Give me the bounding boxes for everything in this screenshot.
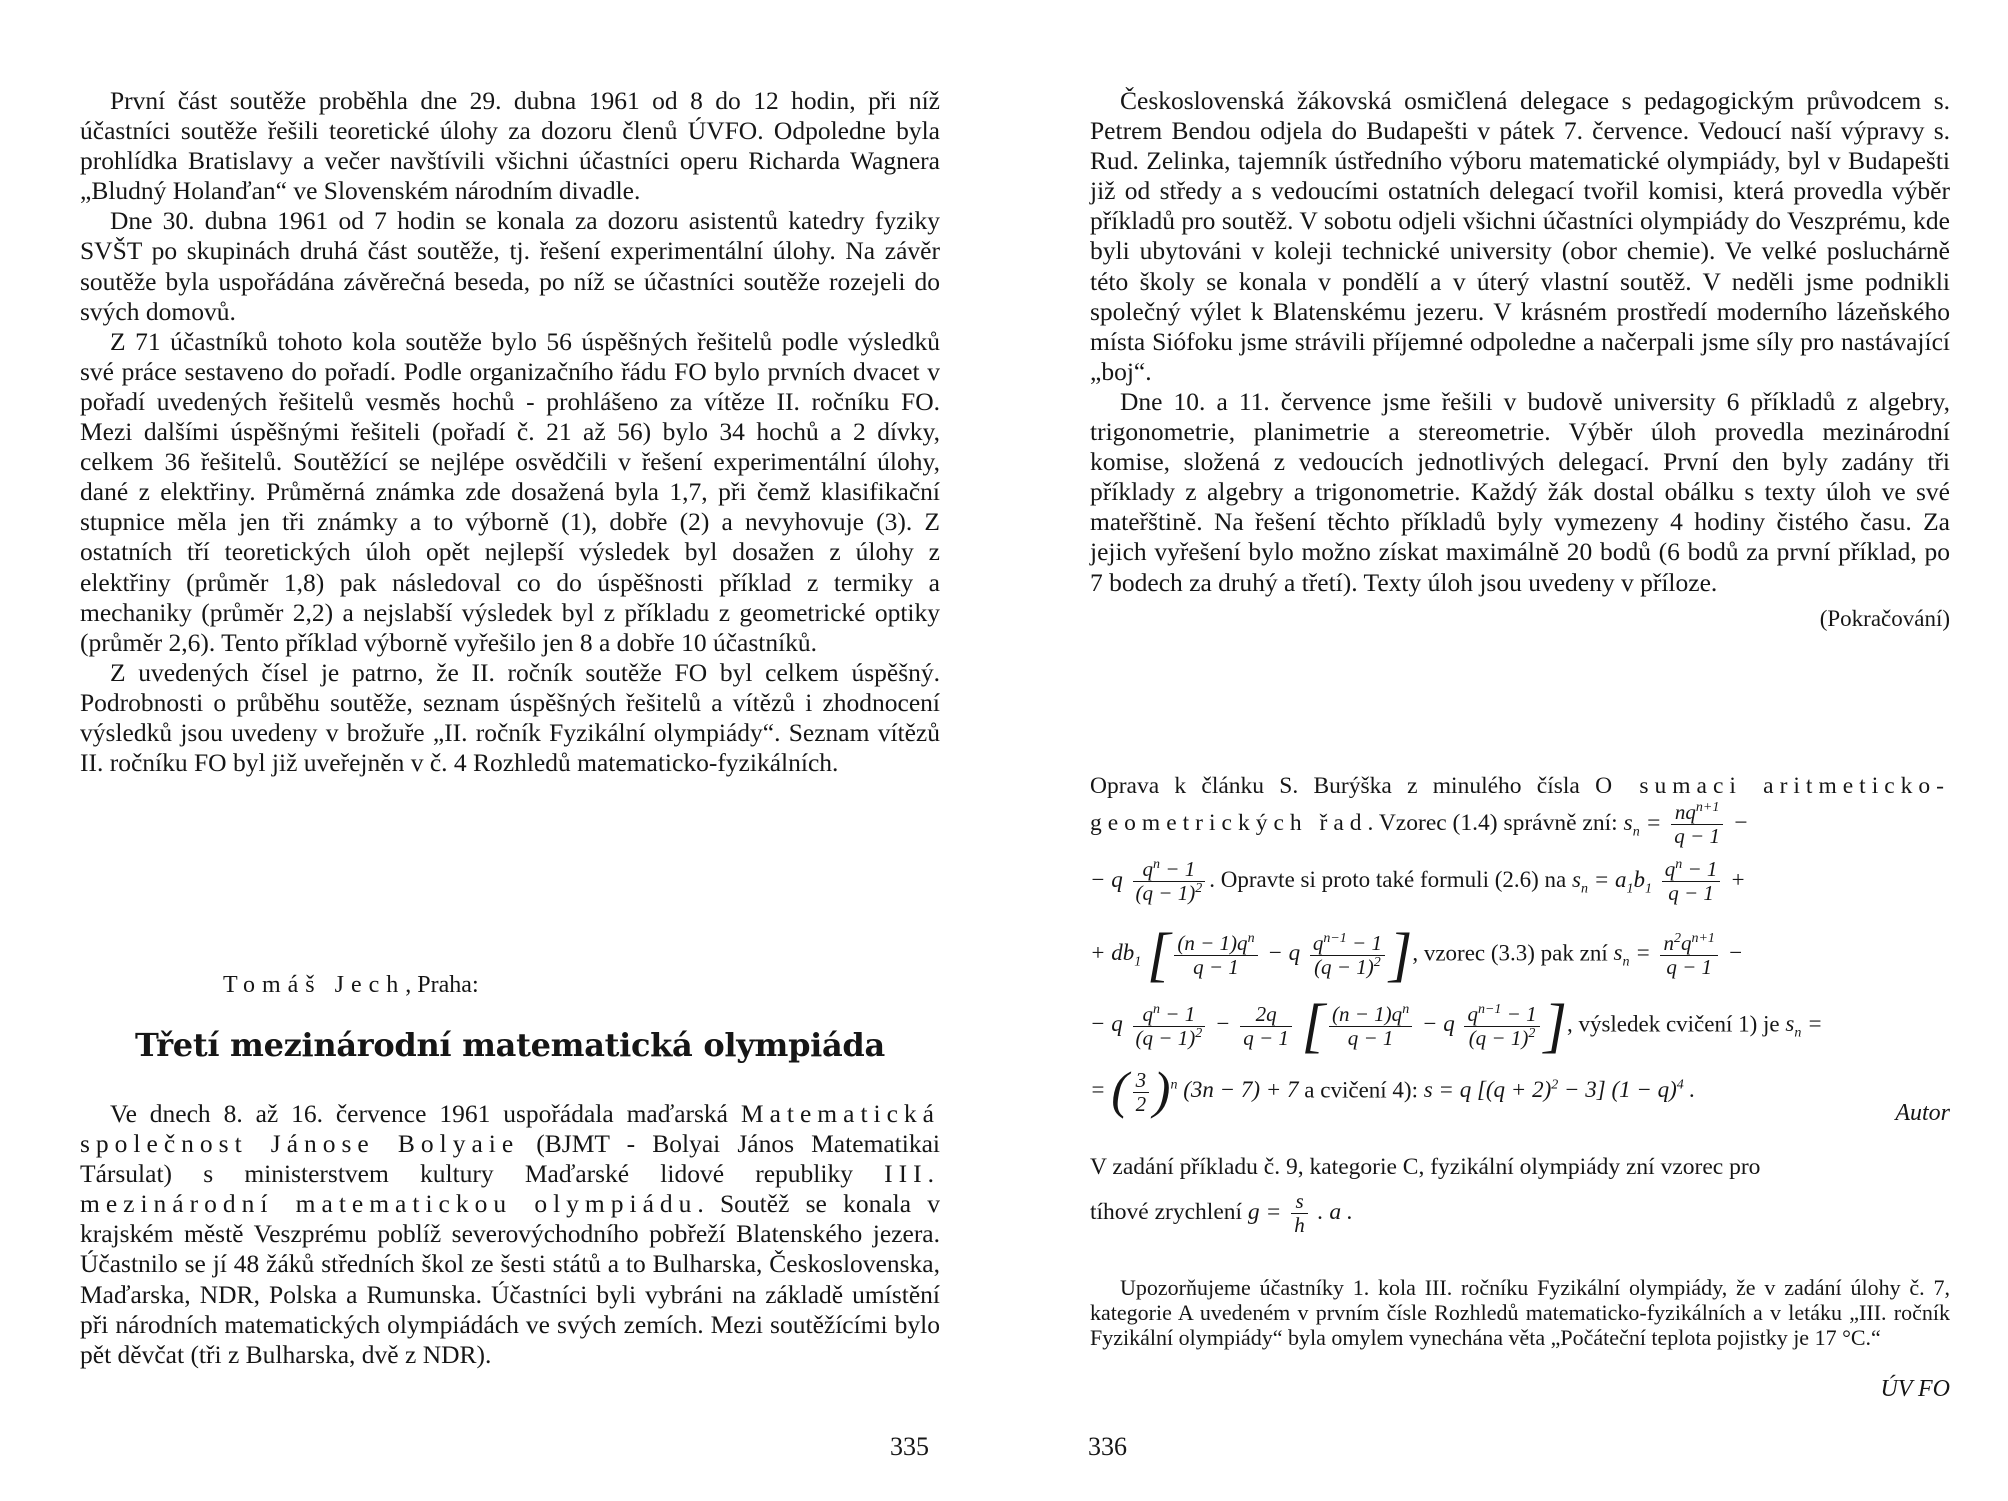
society-name: Matematická společnost Jánose Bolyaie xyxy=(80,1099,940,1159)
continued-note: (Pokračování) xyxy=(1819,605,1950,631)
paragraph: Dne 10. a 11. července jsme řešili v budově university 6 příkladů z algebry, trigonometrie, planimetrie a stereometrie. Výběr úloh provedla mezinárodní komise, složená z vedoucích jednotlivých delegací. První den byly zadány tři příklady z algebry a trigonometrie. Každý žák dostal obálku s texty úloh ve své mateřštině. Na řešení těchto příkladů byly vymezeny 4 hodiny čistého času. Za jejich vyřešení bylo možno získat maximálně 20 bodů (6 bodů za první příklad, po 7 bodech za druhý a třetí). Texty úloh jsou uvedeny v příloze. xyxy=(1090,386,1950,597)
gravity-formula: g = $\frac{s}{h}$ . a . xyxy=(1247,1189,1353,1237)
page-number: 336 xyxy=(1088,1432,1127,1461)
left-top-text xyxy=(80,86,940,778)
correction-lead: Oprava k článku S. Burýška z minulého čísla xyxy=(1090,773,1596,799)
article-text: Ve dnech 8. až 16. července 1961 uspořádala maďarská xyxy=(110,1099,741,1128)
notice-text: Upozorňujeme účastníky 1. kola III. ročníku Fyzikální olympiády, že v zadání úlohy č. 7, kategorie A uvedeném v prvním čísle Rozhledů matematicko-fyzikálních a v letáku „III. ročník Fyzikální olympiády“ byla omylem vynechána věta „Počáteční teplota pojistky je 17 °C.“ xyxy=(1090,1275,1950,1350)
paragraph: Československá žákovská osmičlená delegace s pedagogickým průvodcem s. Petrem Bendou odjela do Budapešti v pátek 7. července. Vedoucí naší výpravy s. Rud. Zelinka, tajemník ústředního výboru matematické olympiády, byl v Budapešti již od středy a s vedoucími ostatních delegací tvořil komisi, která provedla výběr příkladů pro soutěž. V sobotu odjeli všichni účastníci olympiády do Veszprému, kde byli ubytováni v koleji technické university (obor chemie). Ve velké posluchárně této školy se konala v pondělí a v úterý vlastní soutěž. V neděli jsme podnikli společný výlet k Blatenskému jezeru. V krásném prostředí moderního lázeňského místa Siófoku jsme strávili příjemné odpoledne a načerpali jsme síly pro nastávající „boj“. xyxy=(1090,86,1950,386)
right-top-text xyxy=(1090,86,1950,634)
author-city: , Praha: xyxy=(405,972,479,998)
article-body xyxy=(80,1099,940,1370)
left-page xyxy=(80,0,940,1501)
olympiad-name: III. mezinárodní matematickou olympiádu xyxy=(80,1159,940,1219)
article-author xyxy=(223,972,479,999)
formula-row-4: = ( $\frac{3}{2}$ )$^n$ (3n − 7) + 7 a cvičení 4): s = q $[(q + 2)^2 - 3]$ $(1 - q)^4$ . xyxy=(1090,1063,1696,1120)
article-text: (BJMT - Bolyai János Matematikai Társulat) s ministerstvem kultury Maďarské lidové republiky xyxy=(80,1129,940,1189)
author-name: Tomáš Jech xyxy=(223,972,406,998)
correction-text: , výsledek cvičení 1) je xyxy=(1566,1011,1786,1037)
formula-row-1: − q $\frac{q^n - 1}{(q - 1)^2}$ . Opravte si proto také formuli (2.6) na $s_n = a_1b_1$ $\frac{q^n - 1}{q - 1}$ + xyxy=(1090,857,1746,905)
correction-signature: Autor xyxy=(1895,1100,1950,1126)
notice xyxy=(1090,1275,1950,1350)
correction-text: . Opravte si proto také formuli (2.6) na xyxy=(1209,866,1572,892)
paragraph: Z 71 účastníků tohoto kola soutěže bylo 56 úspěšných řešitelů podle výsledků své práce sestaveno do pořadí. Podle organizačního řádu FO bylo prvních dvacet v pořadí uvedených řešitelů vesměs hochů - prohlášeno za vítěze II. ročníku FO. Mezi dalšími úspěšnými řešiteli (pořadí č. 21 až 56) bylo 34 hochů a 2 dívky, celkem 36 řešitelů. Soutěžící se nejlépe osvědčili v řešení experimentální úlohy, dané z elektřiny. Průměrná známka zde dosažená byla 1,7, při čemž klasifikační stupnice měla jen tři známky a to výborně (1), dobře (2) a nevyhovuje (3). Z ostatních tří teoretických úloh opět nejlepší výsledek byl dosažen z úlohy z elektřiny (průměr 1,8) pak následoval co do úspěšnosti příklad z termiky a mechaniky (průměr 2,2) a nejslabší výsledek byl z příkladu z geometrické optiky (průměr 2,6). Tento příklad výborně vyřešilo jen 8 a dobře 10 účastníků. xyxy=(80,326,940,657)
paragraph: První část soutěže proběhla dne 29. dubna 1961 od 8 do 12 hodin, při níž účastníci soutěže řešili teoretické úlohy za dozoru členů ÚVFO. Odpoledne byla prohlídka Bratislavy a večer navštívili všichni účastníci operu Richarda Wagnera „Bludný Holanďan“ ve Slovenském národním divadle. xyxy=(80,86,940,206)
formula-1-4: $s_n$ = $\frac{nq^{n+1}}{q - 1}$ − xyxy=(1623,800,1749,848)
correction-text: . Vzorec (1.4) správně zní: xyxy=(1367,809,1624,836)
notice-signature: ÚV FO xyxy=(1880,1376,1950,1402)
paragraph xyxy=(80,1099,940,1370)
errata-formula xyxy=(1090,1153,1950,1237)
article-text: . Soutěž se konala v krajském městě Veszprému poblíž severovýchodního pobřeží Blatenského jezera. Účastnilo se jí 48 žáků středních škol ze šesti států a to Bulharska, Československa, Maďarska, NDR, Polska a Rumunska. Účastníci byli vybráni na základě umístění při národních matematických olympiádách ve svých zemích. Mezi soutěžícími bylo pět děvčat (tři z Bulharska, dvě z NDR). xyxy=(80,1189,941,1369)
errata-text: tíhové zrychlení xyxy=(1090,1198,1248,1225)
paragraph: Dne 30. dubna 1961 od 7 hodin se konala za dozoru asistentů katedry fyziky SVŠT po skupinách druhá část soutěže, tj. řešení experimentální úlohy. Na závěr soutěže byla uspořádána závěrečná beseda, po níž se účastníci soutěže rozejeli do svých domovů. xyxy=(80,206,940,326)
article-title: Třetí mezinárodní matematická olympiáda xyxy=(135,1026,885,1064)
page-number: 335 xyxy=(890,1432,929,1461)
paragraph: Z uvedených čísel je patrno, že II. ročník soutěže FO byl celkem úspěšný. Podrobnosti o průběhu soutěže, seznam úspěšných řešitelů a vítězů i zhodnocení výsledků jsou uvedeny v brožuře „II. ročník Fyzikální olympiády“. Seznam vítězů II. ročníku FO byl již uveřejněn v č. 4 Rozhledů matematicko-fyzikálních. xyxy=(80,657,940,778)
correction-text: , vzorec (3.3) pak zní xyxy=(1412,940,1614,966)
right-page xyxy=(1090,0,1950,1501)
errata-line-2 xyxy=(1090,1190,1950,1237)
correction-text: a cvičení 4): xyxy=(1298,1077,1424,1103)
errata-line: V zadání příkladu č. 9, kategorie C, fyzikální olympiády zní vzorec pro xyxy=(1090,1154,1761,1180)
correction-article-title: O sumaci aritmeticko-geometrických řad xyxy=(1090,773,1950,836)
formula-row-3: − q $\frac{q^n - 1}{(q - 1)^2}$ − $\frac{2q}{q - 1}$ [ $\frac{(n - 1)q^n}{q - 1}$ − q $\frac{q^{n-1} - 1}{(q - 1)^2}$ ], výsledek cvičení 1) je $s_n$ = xyxy=(1090,993,1823,1059)
correction-intro xyxy=(1090,772,1950,848)
formula-row-2: + $db_1$ [ $\frac{(n - 1)q^n}{q - 1}$ − q $\frac{q^{n-1} - 1}{(q - 1)^2}$ ], vzorec (3.3) pak zní $s_n$ = $\frac{n^2q^{n+1}}{q - 1}$ − xyxy=(1090,922,1744,988)
